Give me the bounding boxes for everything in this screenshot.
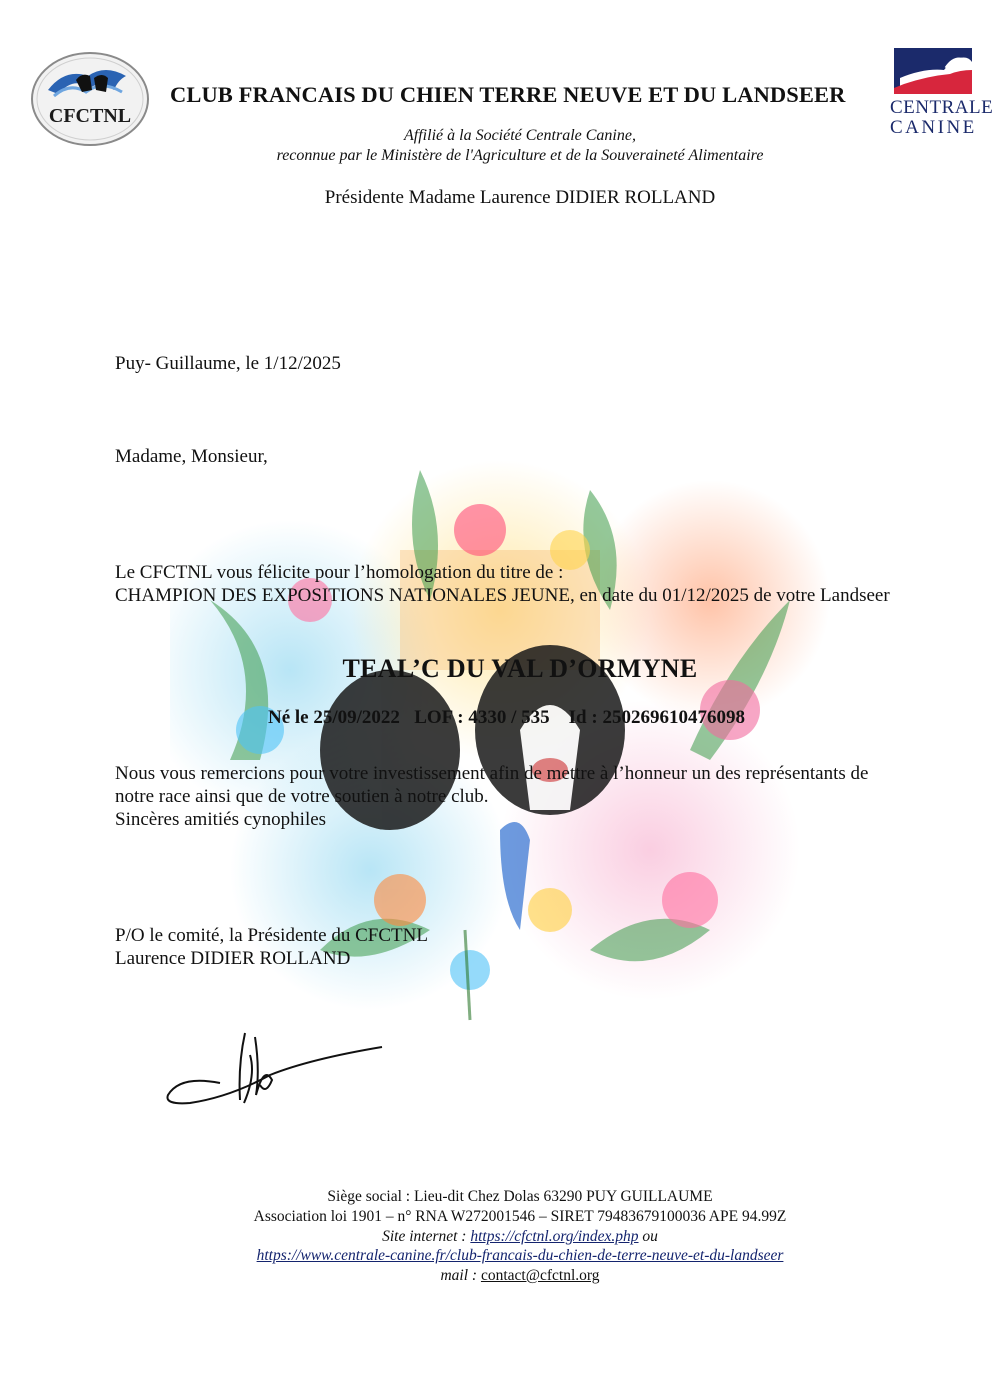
- date-line: Puy- Guillaume, le 1/12/2025: [115, 353, 341, 374]
- dog-lof-number: LOF : 4330 / 535: [414, 707, 550, 728]
- presidente-line: Présidente Madame Laurence DIDIER ROLLAND: [324, 187, 716, 208]
- signoff-line-2: Laurence DIDIER ROLLAND: [115, 948, 351, 969]
- footer-siege: Siège social : Lieu-dit Chez Dolas 63290 PUY GUILLAUME: [327, 1188, 713, 1205]
- congrats-line-1: Le CFCTNL vous félicite pour l’homologation du titre de :: [115, 562, 564, 583]
- signoff: [115, 924, 428, 970]
- dog-birth-date: Né le 25/09/2022: [268, 707, 400, 728]
- mail-label: mail :: [440, 1267, 478, 1284]
- signoff-line-1: P/O le comité, la Présidente du CFCTNL: [115, 925, 428, 946]
- site-label: Site internet :: [382, 1228, 467, 1245]
- affiliation-line-1: Affilié à la Société Centrale Canine,: [404, 127, 636, 144]
- dog-details: [268, 707, 745, 729]
- centrale-text: CENTRALE: [890, 97, 994, 118]
- handwritten-signature: [160, 1025, 390, 1115]
- dog-name: TEAL’C DU VAL D’ORMYNE: [342, 654, 698, 683]
- footer-association: Association loi 1901 – n° RNA W272001546 – SIRET 79483679100036 APE 94.99Z: [253, 1208, 787, 1225]
- canine-text: CANINE: [890, 117, 977, 138]
- affiliation-line-2: reconnue par le Ministère de l'Agriculture et de la Souveraineté Alimentaire: [276, 147, 764, 164]
- site-link[interactable]: https://cfctnl.org/index.php: [470, 1228, 639, 1245]
- scc-link[interactable]: https://www.centrale-canine.fr/club-francais-du-chien-de-terre-neuve-et-du-landseer: [256, 1247, 784, 1264]
- thanks-paragraph: [115, 762, 868, 831]
- footer-mail-line: [0, 1266, 999, 1286]
- congratulations-paragraph: [115, 561, 890, 607]
- svg-text:CFCTNL: CFCTNL: [48, 105, 132, 127]
- footer-scc-line: [0, 1246, 999, 1266]
- club-title: CLUB FRANCAIS DU CHIEN TERRE NEUVE ET DU LANDSEER: [170, 82, 846, 107]
- salutation: Madame, Monsieur,: [115, 446, 268, 467]
- congrats-line-2: CHAMPION DES EXPOSITIONS NATIONALES JEUNE, en date du 01/12/2025 de votre Landseer: [115, 585, 890, 606]
- mail-link[interactable]: contact@cfctnl.org: [480, 1267, 600, 1284]
- thanks-line-2: notre race ainsi que de votre soutien à notre club.: [115, 786, 489, 807]
- thanks-line-3: Sincères amitiés cynophiles: [115, 809, 327, 830]
- thanks-line-1: Nous vous remercions pour votre investissement afin de mettre à l’honneur un des représentants de: [115, 763, 869, 784]
- site-or: ou: [642, 1228, 658, 1245]
- footer-site-line: [0, 1227, 999, 1247]
- dog-id-number: Id : 250269610476098: [568, 707, 745, 728]
